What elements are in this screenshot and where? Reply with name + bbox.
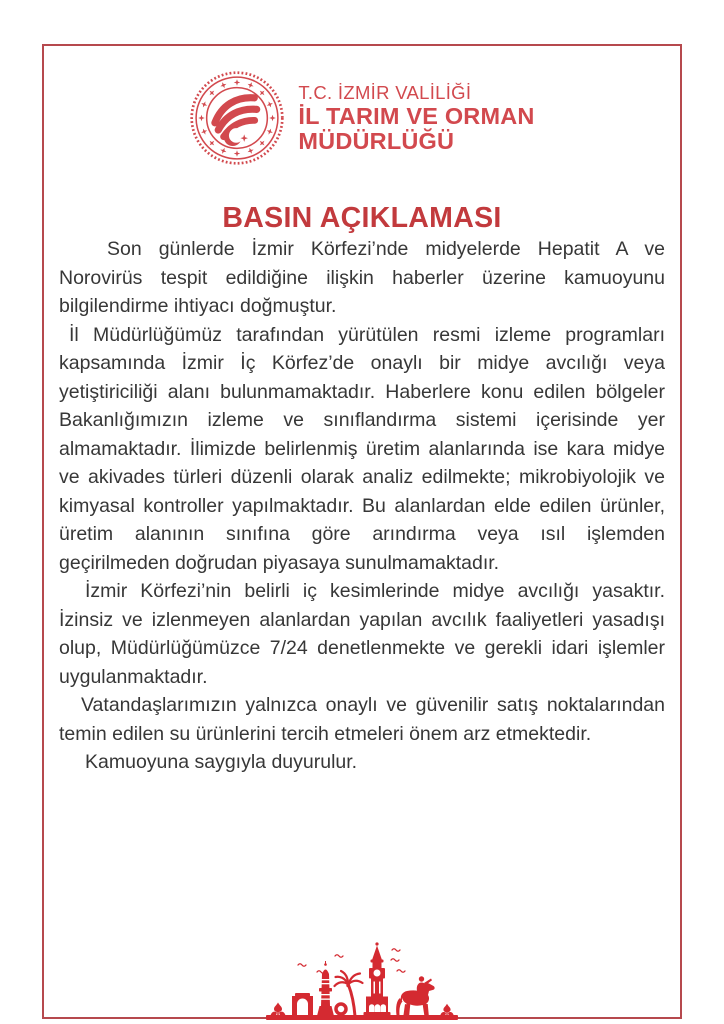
page-title: BASIN AÇIKLAMASI (222, 202, 502, 234)
letterhead-text (298, 83, 534, 153)
directorate-name-line2: MÜDÜRLÜĞÜ (298, 127, 455, 154)
paragraph-ban: İzmir Körfezi’nin belirli iç kesimlerinde midye avcılığı yasaktır. İzinsiz ve izlenmeyen alanlardan yapılan avcılık faaliyetleri yasadışı olup, Müdürlüğümüzce 7/24 denetlenmekte ve gerekli idari işlemler uygulanmaktadır. (59, 580, 665, 688)
paragraph-advice: Vatandaşlarımızın yalnızca onaylı ve güvenilir satış noktalarından temin edilen su ürünlerini tercih etmeleri önem arz etmektedir. (59, 694, 665, 745)
paragraph-monitoring: İl Müdürlüğümüz tarafından yürütülen resmi izleme programları kapsamında İzmir İç Körfez’de onaylı bir midye avcılığı veya yetiştiriciliği alanı bulunmamaktadır. Haberlere konu edilen bölgeler Bakanlığımızın izleme ve sınıflandırma sistemi içerisinde yer almamaktadır. İlimizde belirlenmiş üretim alanlarında ise kara midye ve akivades türleri düzenli olarak analiz edilmekte; mikrobiyolojik ve kimyasal kontroller yapılmaktadır. Bu alanlardan elde edilen ürünler, üretim alanının sınıfına göre arındırma veya ısıl işlemden geçirilmeden doğrudan piyasaya sunulmamaktadır. (59, 323, 665, 574)
paragraph-closing: Kamuoyuna saygıyla duyurulur. (85, 751, 358, 773)
directorate-name-line1: İL TARIM VE ORMAN (298, 103, 535, 130)
ministry-emblem-icon (189, 70, 285, 166)
press-release-body (44, 235, 680, 777)
page-border-frame (42, 44, 682, 1019)
letterhead (44, 70, 680, 166)
authority-name: T.C. İZMİR VALİLİĞİ (298, 81, 472, 103)
izmir-skyline-illustration (266, 942, 458, 1020)
paragraph-intro: Son günlerde İzmir Körfezi’nde midyelerde Hepatit A ve Norovirüs tespit edildiğine ilişkin haberler üzerine kamuoyunu bilgilendirme ihtiyacı doğmuştur. (59, 238, 665, 317)
